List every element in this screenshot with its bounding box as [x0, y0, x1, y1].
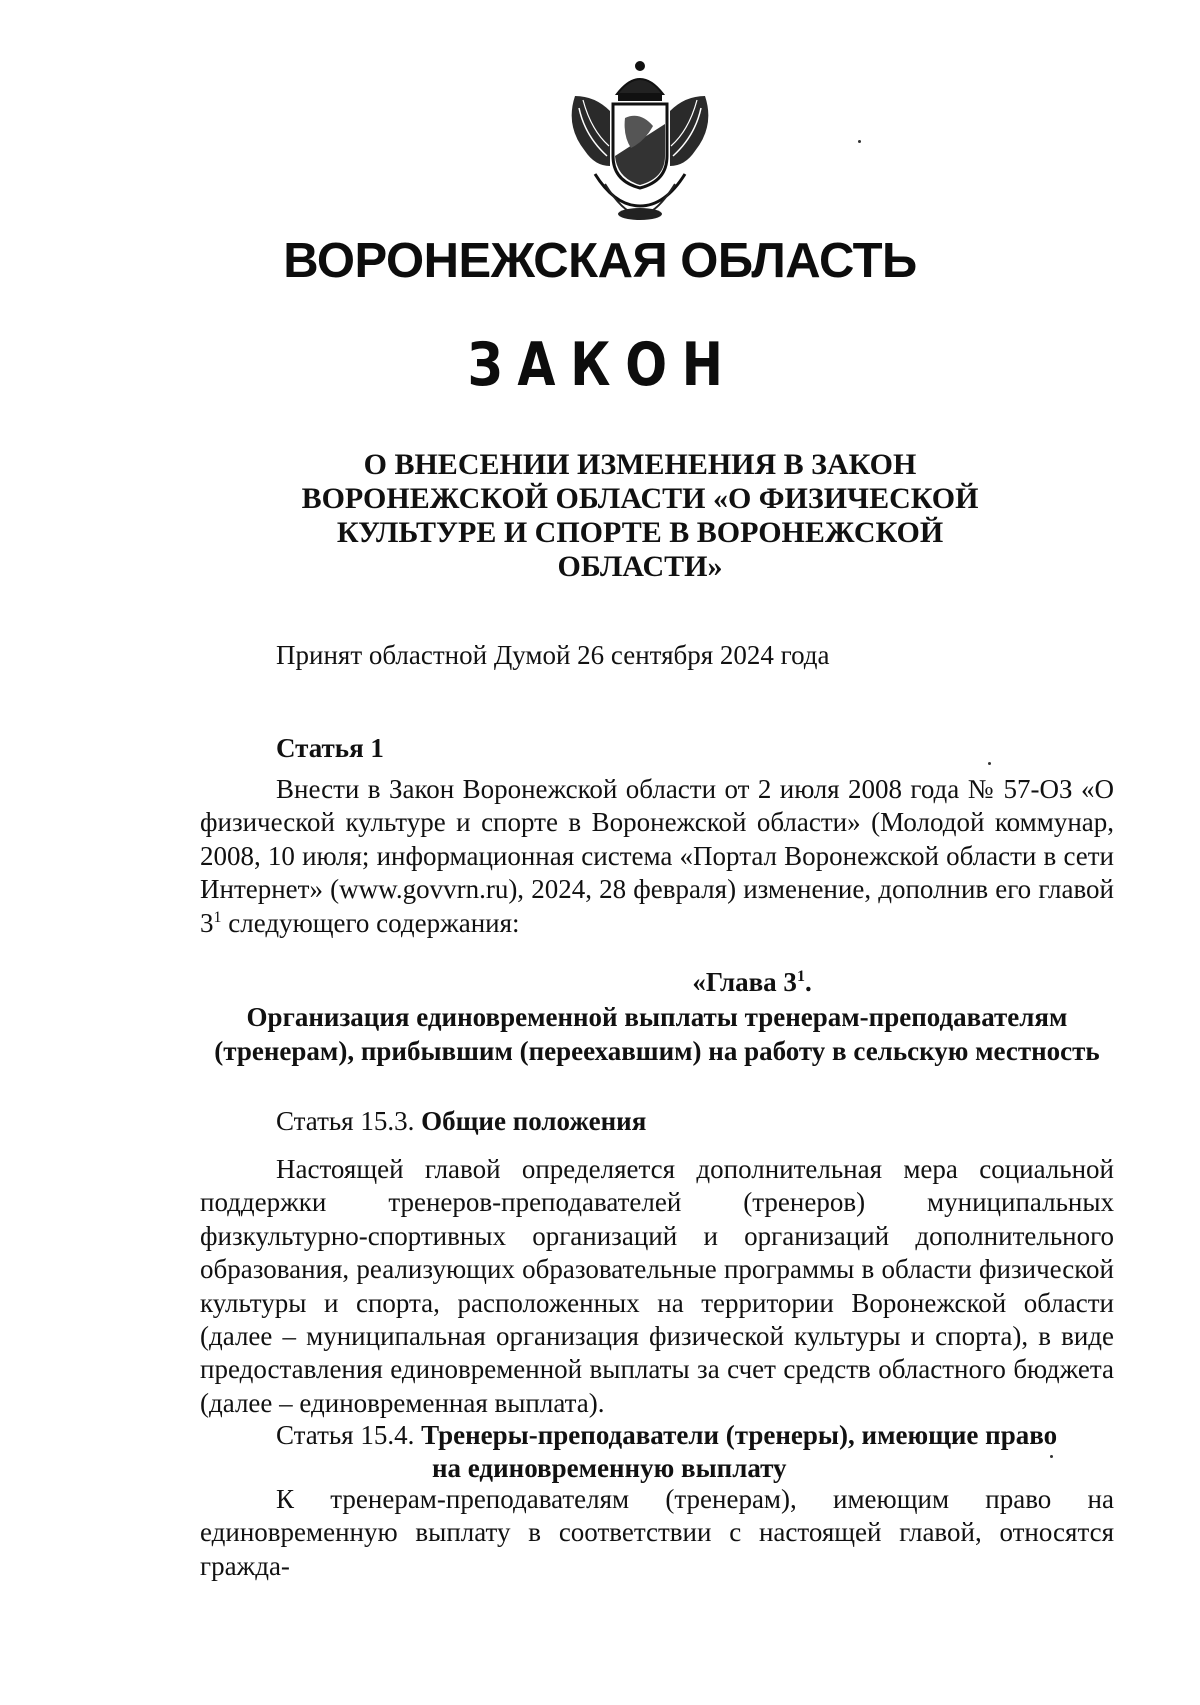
article-15-4-heading [276, 1419, 1116, 1486]
article-1-text-a: Внести в Закон Воронежской области от 2 июля 2008 года № 57-ОЗ «О физической культуре и спорте в Воронежской области» (Молодой коммунар, 2008, 10 июля; информационная система «Портал Воронежской области в сети Интернет» (www.govvrn.ru), 2024, 28 февраля) изменение, дополнив его главой 3 [200, 774, 1114, 938]
law-title: О ВНЕСЕНИИ ИЗМЕНЕНИЯ В ЗАКОН ВОРОНЕЖСКОЙ ОБЛАСТИ «О ФИЗИЧЕСКОЙ КУЛЬТУРЕ И СПОРТЕ В ВОРОНЕЖСКОЙ ОБЛАСТИ» [301, 448, 979, 583]
scan-speck [1050, 1455, 1053, 1458]
article-15-4-text: К тренерам-преподавателям (тренерам), имеющим право на единовременную выплату в соответствии с настоящей главой, относятся гражда- [200, 1484, 1114, 1581]
article-15-3-number: Статья 15.3. [276, 1106, 415, 1136]
article-15-4-title-line2: на единовременную выплату [432, 1453, 787, 1484]
adoption-date: Принят областной Думой 26 сентября 2024 года [276, 640, 830, 670]
chapter-label: «Глава 3 [692, 967, 797, 997]
article-15-3-text: Настоящей главой определяется дополнительная мера социальной поддержки тренеров-преподавателей (тренеров) муниципальных физкультурно-спортивных организаций и организаций дополнительного образования, реализующих образовательные программы в области физической культуры и спорта, расположенных на территории Воронежской области (далее – муниципальная организация физической культуры и спорта), в виде предоставления единовременной выплаты за счет средств областного бюджета (далее – единовременная выплата). [200, 1154, 1114, 1418]
article-1-heading: Статья 1 [276, 733, 384, 763]
chapter-superscript: 1 [796, 968, 805, 985]
scan-speck [858, 140, 861, 143]
region-name: ВОРОНЕЖСКАЯ ОБЛАСТЬ [283, 234, 917, 288]
article-1-superscript: 1 [213, 908, 222, 926]
chapter-number [200, 965, 1114, 1000]
article-15-3-title: Общие положения [421, 1106, 647, 1136]
document-type: ЗАКОН [467, 330, 738, 400]
article-1-text-b: следующего содержания: [221, 907, 520, 938]
chapter-label-end: . [804, 967, 812, 997]
chapter-heading [200, 965, 1114, 1069]
article-15-3-heading [276, 1105, 1116, 1138]
voronezh-oblast-coat-of-arms-icon [555, 56, 725, 226]
article-15-4-number: Статья 15.4. [276, 1420, 415, 1450]
article-15-4-title-line1: Тренеры-преподаватели (тренеры), имеющие право [421, 1420, 1058, 1450]
scan-speck [988, 762, 991, 765]
chapter-title: Организация единовременной выплаты тренерам-преподавателям (тренерам), прибывшим (переехавшим) на работу в сельскую местность [214, 1001, 1100, 1066]
article-1-text [200, 773, 1114, 940]
